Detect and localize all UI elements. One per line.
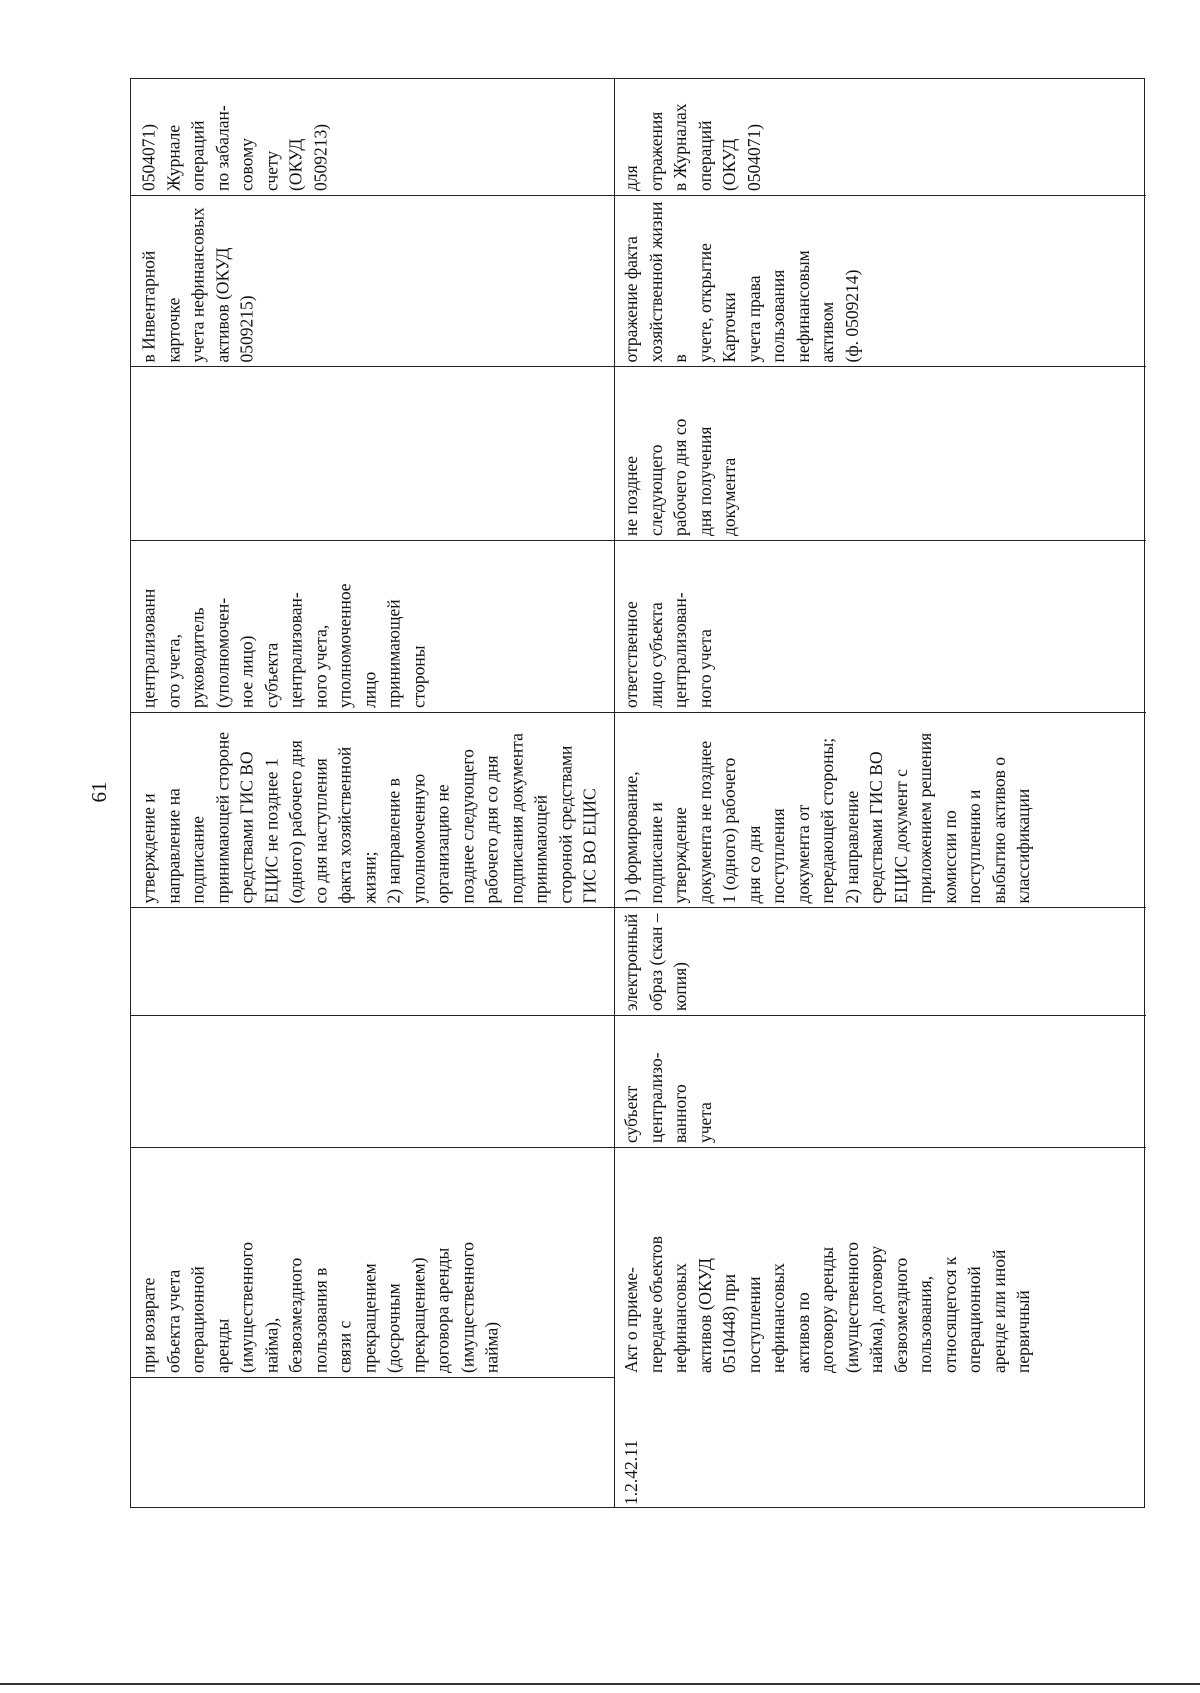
item-process-cell [614,712,1146,907]
item-reflection-cell [614,195,1146,366]
item-deadline-cell [614,366,1146,540]
item-process: 1) формирование, подписание и утверждение документа не позднее 1 (одного) рабочего дня со дня поступления документа от передающей стороны; 2) направление средствами ГИС ВО ЕЦИС документ с приложением решения комиссии по поступлению и выбытию активов о классификации [621,732,1033,903]
cont-form [136,911,609,1011]
item-document-cell [614,1147,1146,1377]
cont-registers: 0504071) Журнале операций по забалан- совому счету (ОКУД 0509213) [138,105,330,191]
cont-responsible-cell [131,540,614,712]
item-form: электронный образ (скан – копия) [621,913,690,1011]
cont-deadline [136,370,609,536]
item-code: 1.2.42.11 [621,1440,641,1505]
item-responsible-cell [614,540,1146,712]
item-preparer-cell [614,1015,1146,1147]
item-code-cell [614,1377,1146,1509]
cont-deadline-cell [131,366,614,540]
page-number: 61 [87,781,111,803]
cont-form-cell [131,907,614,1015]
cont-preparer-cell [131,1015,614,1147]
item-registers-cell [614,79,1146,195]
cont-code [136,1381,609,1505]
item-preparer: субъект централизо- ванного учета [621,1052,715,1143]
cont-process-cell [131,712,614,907]
cont-code-cell [131,1377,614,1509]
cont-registers-cell [131,79,614,195]
item-reflection: отражение факта хозяйственной жизни в учете, открытие Карточки учета права пользования нефинансовым активом (ф. 0509214) [621,201,862,362]
cont-process: утверждение и направление на подписание принимающей стороне средствами ГИС ВО ЕЦИС не позднее 1 (одного) рабочего дня со дня наступления факта хозяйственной жизни; 2) направление в уполномоченную организацию не позднее следующего рабочего дня со дня подписания документа принимающей стороной средствами ГИС ВО ЕЦИС [138,731,599,903]
cont-responsible: централизованн ого учета, руководитель (уполномочен- ное лицо) субъекта централизован- ного учета, уполномоченное лицо принимающей стороны [138,583,428,708]
item-registers: для отражения в Журналах операций (ОКУД 0504071) [621,103,764,191]
cont-reflection: в Инвентарной карточке учета нефинансовых активов (ОКУД 0509215) [138,206,256,362]
cont-reflection-cell [131,195,614,366]
item-form-cell [614,907,1146,1015]
cont-document: при возврате объекта учета операционной аренды (имущественного найма), безвозмездного пользования в связи с прекращением (досрочным прекращением) договора аренды (имущественного найма) [138,1241,501,1373]
item-document: Акт о приеме- передаче объектов нефинансовых активов (ОКУД 0510448) при поступлении нефинансовых активов по договору аренды (имущественного найма), договору безвозмездного пользования, относящегося к операционной аренде или иной первичный [621,1235,1033,1373]
scan-edge-line [0,1683,1200,1685]
cont-preparer [136,1019,609,1143]
register-table [130,78,1145,1508]
item-responsible: ответственное лицо субъекта централизован- ного учета [621,592,715,708]
item-deadline: не позднее следующего рабочего дня со дня получения документа [621,418,739,536]
cont-document-cell [131,1147,614,1377]
